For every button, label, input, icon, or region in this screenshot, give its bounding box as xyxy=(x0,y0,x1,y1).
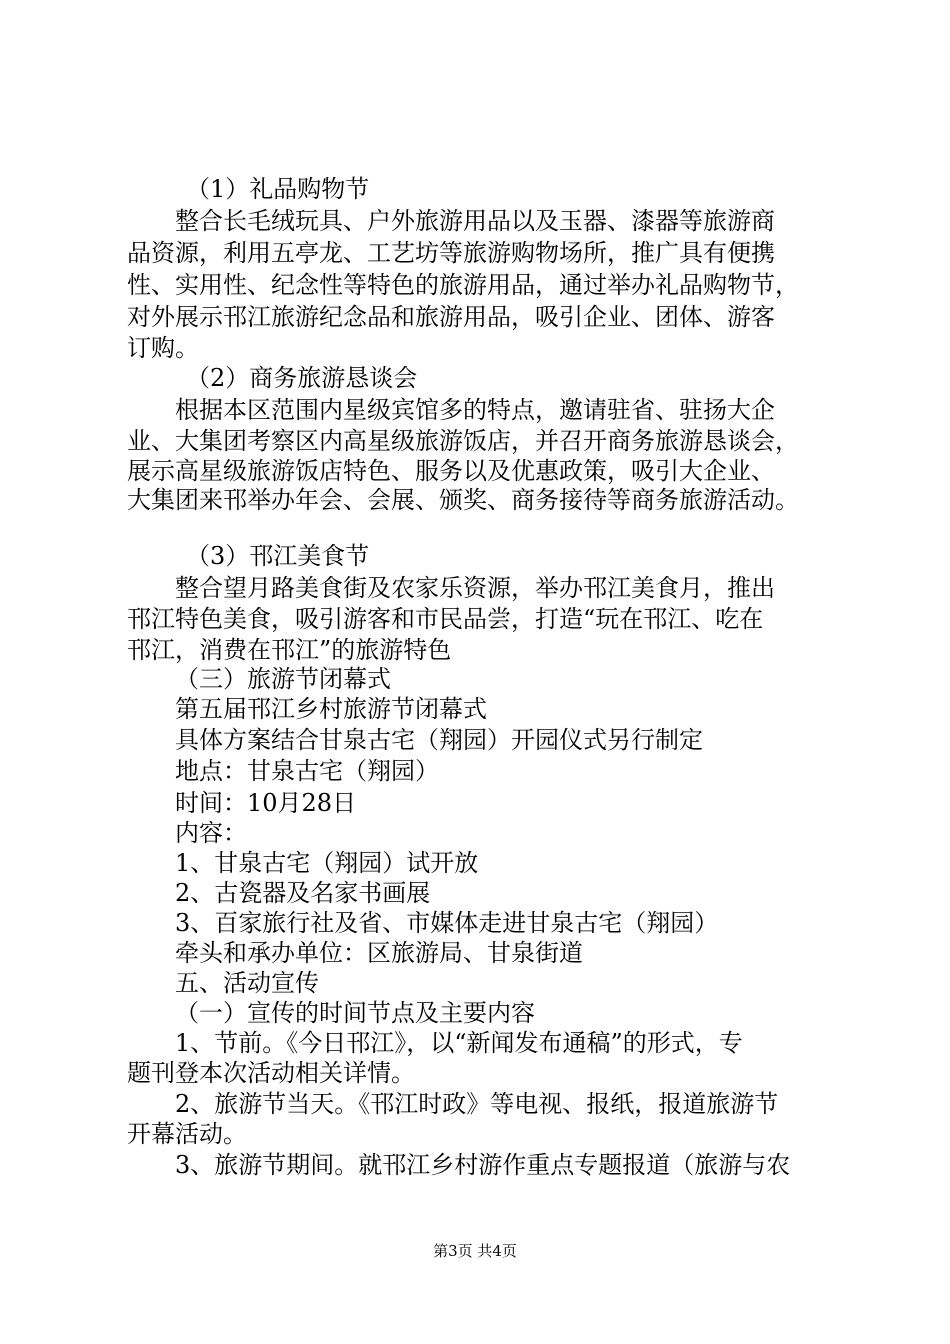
list-item: 1、甘泉古宅（翔园）试开放 xyxy=(175,849,479,877)
paragraph-line: 时间：10月28日 xyxy=(175,789,357,817)
paragraph-line: 开幕活动。 xyxy=(127,1120,247,1148)
paragraph-line: 邗江特色美食，吸引游客和市民品尝，打造“玩在邗江、吃在 xyxy=(127,605,764,633)
paragraph-line: 内容： xyxy=(175,819,247,847)
paragraph-line: 业、大集团考察区内高星级旅游饭店，并召开商务旅游恳谈会， xyxy=(127,427,799,455)
paragraph-line: 对外展示邗江旅游纪念品和旅游用品，吸引企业、团体、游客 xyxy=(127,303,775,331)
paragraph-line: 具体方案结合甘泉古宅（翔园）开园仪式另行制定 xyxy=(175,726,703,754)
paragraph-line: 2、旅游节当天。《邗江时政》等电视、报纸，报道旅游节 xyxy=(175,1090,779,1118)
paragraph-line: 性、实用性、纪念性等特色的旅游用品，通过举办礼品购物节， xyxy=(127,271,799,299)
paragraph-line: 根据本区范围内星级宾馆多的特点，邀请驻省、驻扬大企 xyxy=(175,396,775,424)
paragraph-line: 整合长毛绒玩具、户外旅游用品以及玉器、漆器等旅游商 xyxy=(175,207,775,235)
paragraph-line: 3、旅游节期间。就邗江乡村游作重点专题报道（旅游与农 xyxy=(175,1151,791,1179)
heading-publicity: 五、活动宣传 xyxy=(175,969,319,997)
paragraph-line: 品资源，利用五亭龙、工艺坊等旅游购物场所，推广具有便携 xyxy=(127,239,775,267)
list-item: 2、古瓷器及名家书画展 xyxy=(175,879,431,907)
page-footer: 第3页 共4页 xyxy=(433,1242,517,1260)
paragraph-line: 邗江，消费在邗江”的旅游特色 xyxy=(127,636,452,664)
paragraph-line: 整合望月路美食街及农家乐资源，举办邗江美食月，推出 xyxy=(175,574,775,602)
heading-publicity-timeline: （一）宣传的时间节点及主要内容 xyxy=(175,999,535,1027)
heading-closing-ceremony: （三）旅游节闭幕式 xyxy=(175,665,391,693)
heading-food-festival: （3）邗江美食节 xyxy=(186,542,370,570)
paragraph-line: 牵头和承办单位：区旅游局、甘泉街道 xyxy=(175,939,583,967)
paragraph-line: 第五届邗江乡村旅游节闭幕式 xyxy=(175,695,487,723)
heading-gift-shopping-festival: （1）礼品购物节 xyxy=(186,175,370,203)
paragraph-line: 订购。 xyxy=(127,334,199,362)
paragraph-line: 大集团来邗举办年会、会展、颁奖、商务接待等商务旅游活动。 xyxy=(127,486,799,514)
list-item: 3、百家旅行社及省、市媒体走进甘泉古宅（翔园） xyxy=(175,909,719,937)
heading-business-tourism-forum: （2）商务旅游恳谈会 xyxy=(186,364,418,392)
paragraph-line: 展示高星级旅游饭店特色、服务以及优惠政策，吸引大企业、 xyxy=(127,457,775,485)
paragraph-line: 地点：甘泉古宅（翔园） xyxy=(175,757,439,785)
paragraph-line: 1、节前。《今日邗江》，以“新闻发布通稿”的形式，专 xyxy=(175,1029,743,1057)
paragraph-line: 题刊登本次活动相关详情。 xyxy=(127,1059,415,1087)
